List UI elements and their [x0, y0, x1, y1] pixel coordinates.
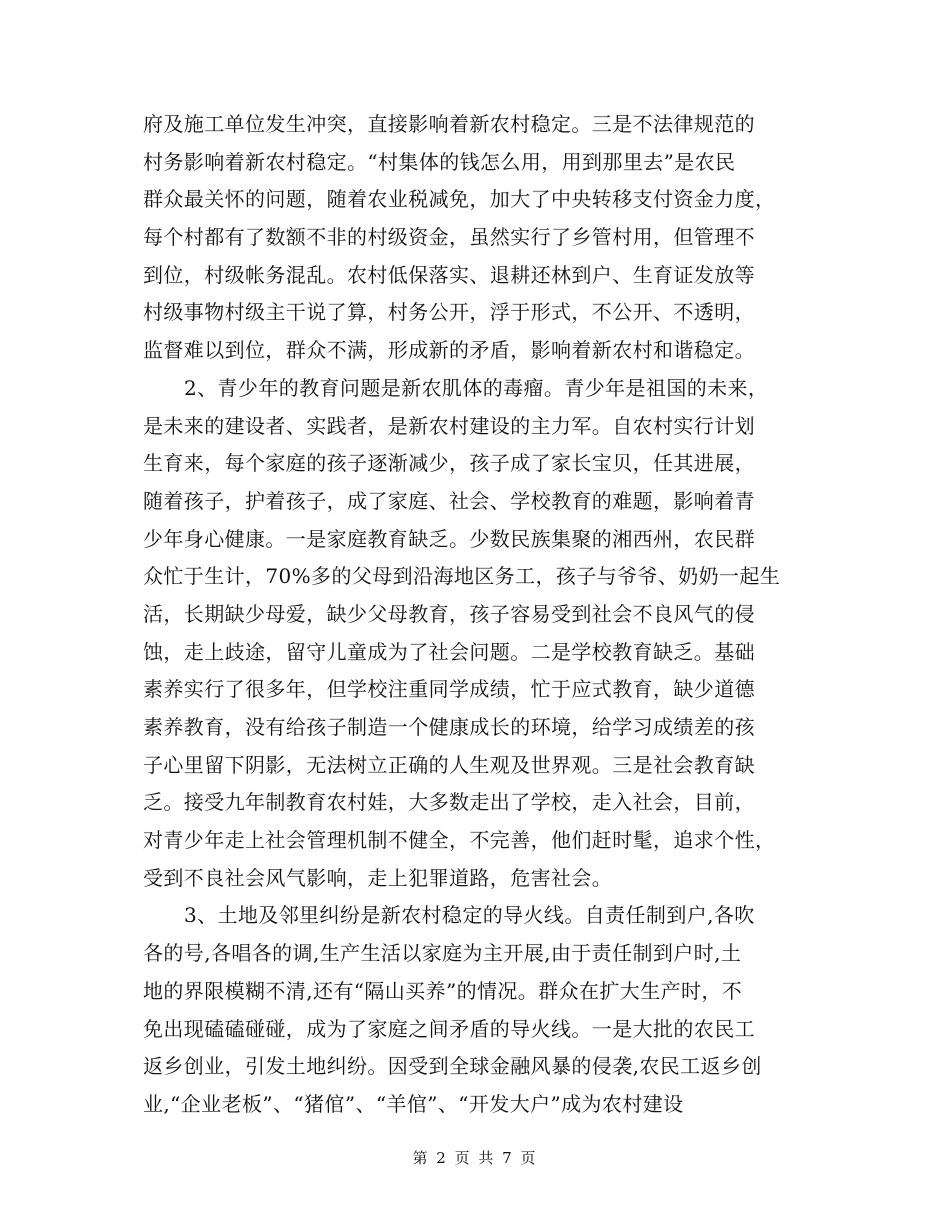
text-line: 村级事物村级主干说了算，村务公开，浮于形式，不公开、不透明， [143, 300, 755, 325]
text-line: 村务影响着新农村稳定。“村集体的钱怎么用，用到那里去”是农民 [143, 149, 736, 174]
text-line: 蚀，走上歧途，留守儿童成为了社会问题。二是学校教育缺乏。基础 [143, 639, 755, 664]
paragraph-start-line: 3、土地及邻里纠纷是新农村稳定的导火线。自责任制到户,各吹 [184, 903, 755, 928]
text-line: 众忙于生计，70%多的父母到沿海地区务工，孩子与爷爷、奶奶一起生 [143, 564, 781, 589]
text-line: 返乡创业，引发土地纠纷。因受到全球金融风暴的侵袭,农民工返乡创 [143, 1054, 762, 1079]
paragraph-start-line: 2、青少年的教育问题是新农肌体的毒瘤。青少年是祖国的未来， [184, 375, 769, 400]
text-line: 到位，村级帐务混乱。农村低保落实、退耕还林到户、生育证发放等 [143, 262, 755, 287]
text-line: 府及施工单位发生冲突，直接影响着新农村稳定。三是不法律规范的 [143, 112, 755, 136]
text-line: 活，长期缺少母爱，缺少父母教育，孩子容易受到社会不良风气的侵 [143, 601, 755, 626]
text-line: 受到不良社会风气影响，走上犯罪道路，危害社会。 [143, 865, 613, 890]
text-line: 每个村都有了数额不非的村级资金，虽然实行了乡管村用，但管理不 [143, 225, 755, 250]
text-line: 生育来，每个家庭的孩子逐渐减少，孩子成了家长宝贝，任其进展， [143, 451, 755, 476]
page-number-footer: 第 2 页 共 7 页 [412, 1149, 538, 1167]
text-line: 少年身心健康。一是家庭教育缺乏。少数民族集聚的湘西州，农民群 [143, 526, 755, 551]
text-line: 对青少年走上社会管理机制不健全，不完善，他们赶时髦，追求个性， [143, 828, 776, 853]
text-line: 素养实行了很多年，但学校注重同学成绩，忙于应式教育，缺少道德 [143, 677, 755, 702]
text-line: 群众最关怀的问题，随着农业税减免，加大了中央转移支付资金力度， [143, 187, 776, 212]
text-line: 地的界限模糊不清,还有“隔山买养”的情况。群众在扩大生产时，不 [143, 978, 743, 1003]
text-line: 监督难以到位，群众不满，形成新的矛盾，影响着新农村和谐稳定。 [143, 338, 755, 363]
text-line: 乏。接受九年制教育农村娃，大多数走出了学校，走入社会，目前， [143, 790, 755, 815]
text-line: 是未来的建设者、实践者，是新农村建设的主力军。自农村实行计划 [143, 413, 755, 438]
document-body [143, 106, 808, 1124]
text-line: 业,“企业老板”、“猪倌”、“羊倌”、“开发大户”成为农村建设 [143, 1091, 684, 1116]
text-line: 各的号,各唱各的调,生产生活以家庭为主开展,由于责任制到户时,土 [143, 941, 742, 966]
text-line: 子心里留下阴影，无法树立正确的人生观及世界观。三是社会教育缺 [143, 752, 755, 777]
text-line: 素养教育，没有给孩子制造一个健康成长的环境，给学习成绩差的孩 [143, 715, 755, 739]
text-line: 随着孩子，护着孩子，成了家庭、社会、学校教育的难题，影响着青 [143, 488, 755, 513]
text-line: 免出现磕磕碰碰，成为了家庭之间矛盾的导火线。一是大批的农民工 [143, 1016, 755, 1041]
